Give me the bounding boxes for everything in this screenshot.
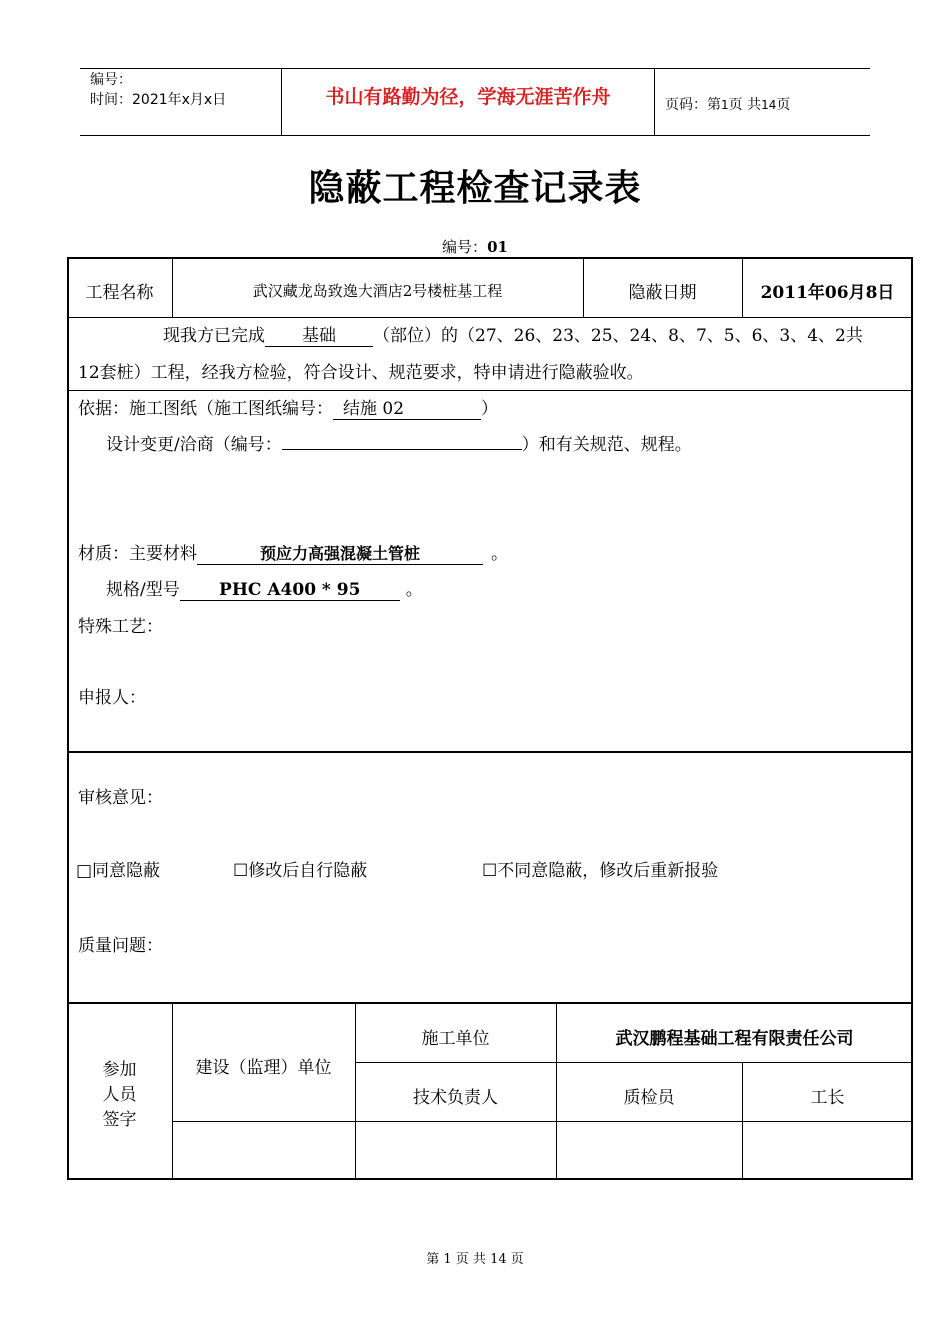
material-line (78, 539, 508, 565)
statement-rest-1: （部位）的（27、26、23、25、24、8、7、5、6、3、4、2共 (373, 326, 863, 346)
footer-suffix: 页 (510, 1252, 524, 1267)
spec-label: 规格/型号 (106, 580, 180, 600)
owner-supervisor-label: 建设（监理）单位 (195, 1058, 332, 1078)
design-change-close: ）和有关规范、规程。 (521, 435, 692, 455)
tech-lead-signature-field[interactable] (356, 1122, 556, 1179)
hidden-date-value: 2011年06月8日 (760, 283, 895, 303)
spec-value: PHC A400 * 95 (180, 580, 400, 601)
material-end: 。 (491, 544, 508, 564)
statement-bottom-rule (67, 390, 913, 391)
spec-end: 。 (405, 580, 423, 600)
header-divider-right (654, 68, 655, 135)
header-page-info (665, 94, 790, 114)
participants-label (67, 1058, 172, 1133)
quality-issue-label: 质量问题： (78, 936, 163, 956)
material-label: 材质：主要材料 (78, 544, 197, 564)
option-agree[interactable]: □同意隐蔽 (76, 861, 161, 881)
footer-mid: 页 共 (455, 1252, 486, 1267)
page-title: 隐蔽工程检查记录表 (308, 168, 642, 209)
option-modify-self[interactable]: ☐修改后自行隐蔽 (233, 861, 368, 881)
basis-line (78, 394, 498, 420)
tech-lead-label: 技术负责人 (413, 1088, 498, 1108)
footer-total: 14 (490, 1252, 507, 1267)
header-top-rule (80, 68, 870, 69)
design-change-label: 设计变更/洽商（编号： (106, 435, 282, 455)
contractor-label: 施工单位 (421, 1029, 490, 1049)
header-page-current: 1 (721, 98, 729, 112)
doc-number-label: 编号： (442, 238, 488, 256)
project-name-value: 武汉藏龙岛致逸大酒店2号楼桩基工程 (252, 282, 503, 300)
contractor-name: 武汉鹏程基础工程有限责任公司 (615, 1029, 854, 1049)
design-change-number (282, 430, 522, 450)
statement-part: 基础 (265, 321, 373, 347)
foreman-signature-field[interactable] (743, 1122, 912, 1179)
foreman-label: 工长 (810, 1088, 845, 1108)
header-bottom-rule (80, 135, 870, 136)
row1-bottom-rule (67, 317, 913, 318)
apply-bottom-rule (67, 751, 913, 753)
footer-prefix: 第 (426, 1252, 440, 1267)
participants-label-2: 人员 (102, 1085, 137, 1105)
header-slogan: 书山有路勤为径，学海无涯苦作舟 (325, 86, 611, 108)
participants-label-1: 参加 (102, 1060, 137, 1080)
hidden-date-label: 隐蔽日期 (628, 283, 697, 303)
owner-signature-field[interactable] (173, 1122, 355, 1179)
statement-prefix: 现我方已完成 (163, 326, 265, 346)
header-number-label: 编号： (90, 72, 132, 88)
basis-close: ） (481, 399, 498, 419)
footer-current: 1 (443, 1252, 452, 1267)
header-page-mid: 页 共 (728, 97, 762, 113)
design-change-line (106, 430, 692, 455)
page-footer (0, 1248, 950, 1267)
header-meta (90, 70, 226, 110)
header-page-suffix: 页 (776, 97, 791, 113)
doc-number (0, 236, 950, 257)
project-name-label: 工程名称 (85, 283, 154, 303)
basis-label: 依据：施工图纸（施工图纸编号： (78, 399, 333, 419)
basis-drawing-number: 结施 02 (333, 394, 481, 420)
header-page-prefix: 页码：第 (665, 97, 721, 113)
spec-line (106, 575, 423, 601)
material-value: 预应力高强混凝土管桩 (197, 541, 483, 565)
participants-label-3: 签字 (102, 1110, 137, 1130)
inspector-label: 质检员 (623, 1088, 675, 1108)
statement-line-2: 12套桩）工程，经我方检验，符合设计、规范要求，特申请进行隐蔽验收。 (78, 363, 644, 383)
sign-row1-rule (355, 1062, 913, 1063)
inspector-signature-field[interactable] (557, 1122, 742, 1179)
header-divider-left (281, 68, 282, 135)
header-page-total: 14 (761, 98, 777, 112)
header-time: 时间：2021年x月x日 (90, 92, 227, 108)
option-disagree[interactable]: ☐不同意隐蔽，修改后重新报验 (482, 861, 719, 881)
special-process-label: 特殊工艺： (78, 617, 163, 637)
applicant-label: 申报人： (78, 688, 146, 708)
statement-line-1 (163, 321, 863, 347)
review-opinion-label: 审核意见： (78, 788, 163, 808)
doc-number-value: 01 (487, 238, 508, 256)
review-bottom-rule (67, 1002, 913, 1004)
